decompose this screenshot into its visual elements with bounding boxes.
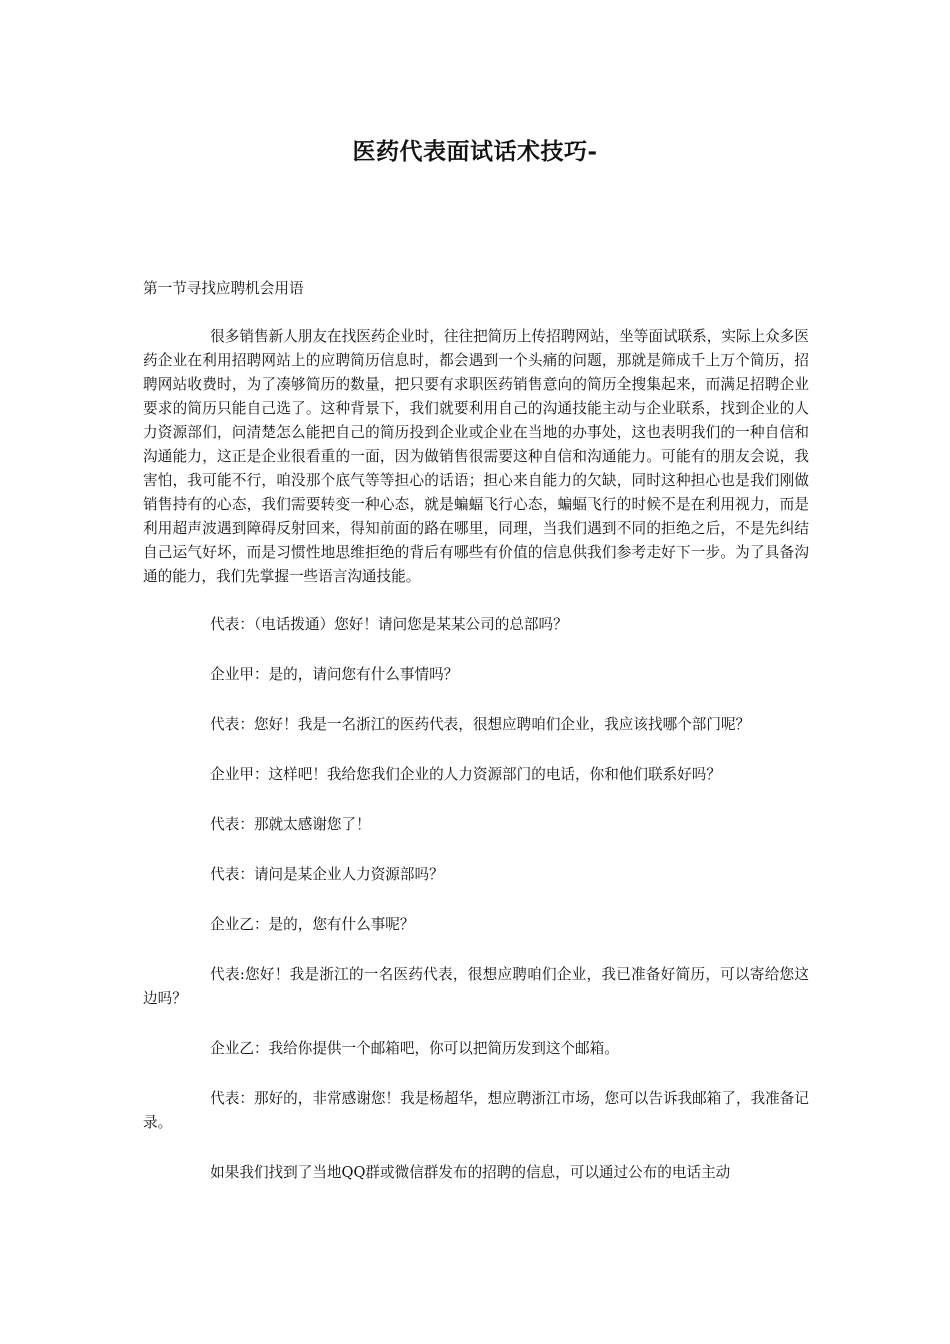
dialog-line: 代表：（电话拨通）您好！请问您是某某公司的总部吗？ (210, 616, 568, 633)
document-body (143, 277, 809, 1211)
dialog-line: 企业乙：我给你提供一个邮箱吧，你可以把简历发到这个邮箱。 (210, 1040, 619, 1057)
dialog-line: 企业乙：是的，您有什么事呢？ (210, 916, 415, 933)
dialog-line: 代表：那就太感谢您了！ (210, 816, 371, 833)
section-heading: 第一节寻找应聘机会用语 (143, 280, 304, 297)
dialog-line: 企业甲：是的，请问您有什么事情吗？ (210, 666, 459, 683)
document-title: 医药代表面试话术技巧- (352, 138, 598, 165)
dialog-line: 企业甲：这样吧！我给您我们企业的人力资源部门的电话，你和他们联系好吗？ (210, 766, 721, 783)
dialog-line: 代表:您好！我是浙江的一名医药代表，很想应聘咱们企业，我已准备好简历，可以寄给您这边吗？ (143, 966, 809, 1007)
dialog-line: 代表：您好！我是一名浙江的医药代表，很想应聘咱们企业，我应该找哪个部门呢？ (210, 716, 751, 733)
intro-paragraph: 很多销售新人朋友在找医药企业时，往往把简历上传招聘网站，坐等面试联系，实际上众多医药企业在利用招聘网站上的应聘简历信息时，都会遇到一个头痛的问题，那就是筛成千上万个简历，招聘网站收费时，为了凑够简历的数量，把只要有求职医药销售意向的简历全搜集起来，而满足招聘企业要求的简历只能自己选了。这种背景下，我们就要利用自己的沟通技能主动与企业联系，找到企业的人力资源部们，问清楚怎么能把自己的简历投到企业或企业在当地的办事处，这也表明我们的一种自信和沟通能力，这正是企业很看重的一面，因为做销售很需要这种自信和沟通能力。可能有的朋友会说，我害怕，我可能不行，咱没那个底气等等担心的话语；担心来自能力的欠缺，同时这种担心也是我们刚做销售持有的心态，我们需要转变一种心态，就是蝙蝠飞行心态，蝙蝠飞行的时候不是在利用视力，而是利用超声波遇到障碍反射回来，得知前面的路在哪里，同理，当我们遇到不同的拒绝之后，不是先纠结自己运气好坏，而是习惯性地思维拒绝的背后有哪些有价值的信息供我们参考走好下一步。为了具备沟通的能力，我们先掌握一些语言沟通技能。 (143, 328, 809, 585)
dialog-line: 代表：请问是某企业人力资源部吗？ (210, 866, 444, 883)
dialog-line: 代表：那好的，非常感谢您！我是杨超华，想应聘浙江市场，您可以告诉我邮箱了，我准备记录。 (143, 1090, 809, 1131)
closing-paragraph: 如果我们找到了当地QQ群或微信群发布的招聘的信息，可以通过公布的电话主动 (210, 1164, 731, 1181)
